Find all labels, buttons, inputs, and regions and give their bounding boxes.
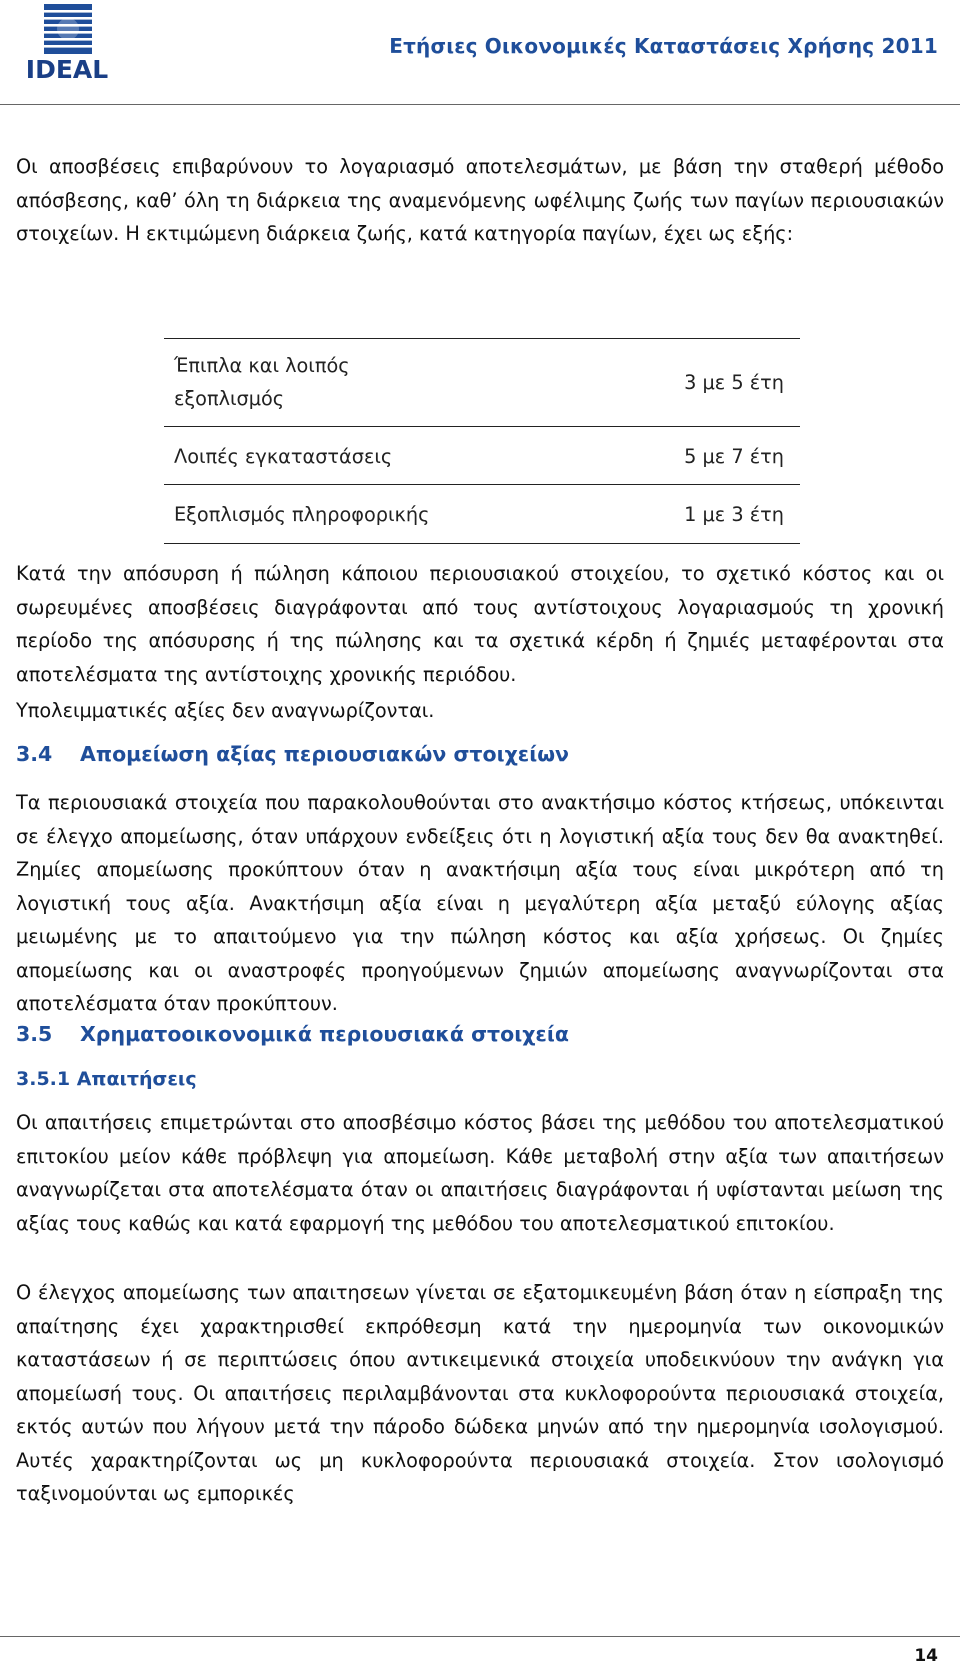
residual-value-paragraph: Υπολειμματικές αξίες δεν αναγνωρίζονται. [16,699,435,722]
section-title: Απομείωση αξίας περιουσιακών στοιχείων [80,742,569,766]
logo-text: IDEAL [25,55,109,84]
table-rule [164,338,800,339]
section-number: 3.5 [16,1022,53,1046]
table-cell-life: 1 με 3 έτη [684,503,784,526]
table-rule [164,543,800,544]
impairment-paragraph: Τα περιουσιακά στοιχεία που παρακολουθούνται στο ανακτήσιμο κόστος κτήσεως, υπόκεινται σε έλεγχο απομείωσης, όταν υπάρχουν ενδείξεις ότι η λογιστική αξία τους δεν θα ανακτηθεί. Ζημίες απομείωσης προκύπτουν όταν η ανακτήσιμη αξία τους είναι μικρότερη από τη λογιστική τους αξία. Ανακτήσιμη αξία είναι η μεγαλύτερη αξία μεταξύ εύλογης αξίας μειωμένης με το απαιτούμενο για την πώληση κόστος και αξία χρήσεως. Οι ζημίες απομείωσης και οι αναστροφές προηγούμενων ζημιών απομείωσης αναγνωρίζονται στα αποτελέσματα όταν προκύπτουν. [16,791,944,1015]
table-cell-category: Λοιπές εγκαταστάσεις [174,445,393,468]
depreciation-paragraph: Οι αποσβέσεις επιβαρύνουν το λογαριασμό αποτελεσμάτων, με βάση την σταθερή μέθοδο απόσβεσης, καθ’ όλη τη διάρκεια της αναμενόμενης ωφέλιμης ζωής των παγίων περιουσιακών στοιχείων. Η εκτιμώμενη διάρκεια ζωής, κατά κατηγορία παγίων, έχει ως εξής: [16,155,944,245]
table-rule [164,426,800,427]
table-cell-category: Έπιπλα και λοιπός εξοπλισμός [174,354,350,410]
table-cell-life: 3 με 5 έτη [684,371,784,394]
section-title: Χρηματοοικονομικά περιουσιακά στοιχεία [80,1022,569,1046]
company-logo [14,4,120,84]
receivables-paragraph-2: Ο έλεγχος απομείωσης των απαιτησεων γίνεται σε εξατομικευμένη βάση όταν η είσπραξη της απαίτησης έχει χαρακτηρισθεί εκπρόθεσμη κατά την ημερομηνία των οικονομικών καταστάσεων ή σε περιπτώσεις όπου αντικειμενικά στοιχεία υποδεικνύουν την ανάγκη για απομείωσή τους. Οι απαιτήσεις περιλαμβάνονται στα κυκλοφορούντα περιουσιακά στοιχεία, εκτός αυτών που λήγουν μετά την πάροδο δώδεκα μηνών από την ημερομηνία ισολογισμού. Αυτές χαρακτηρίζονται ως μη κυκλοφορούντα περιουσιακά στοιχεία. Στον ισολογισμό ταξινομούνται ως εμπορικές [16,1281,944,1505]
table-rule [164,484,800,485]
section-number: 3.4 [16,742,53,766]
table-cell-category: Εξοπλισμός πληροφορικής [174,503,430,526]
footer-divider [0,1636,960,1637]
header-divider [0,104,960,105]
receivables-paragraph-1: Οι απαιτήσεις επιμετρώνται στο αποσβέσιμο κόστος βάσει της μεθόδου του αποτελεσματικού επιτοκίου μείον κάθε πρόβλεψη για απομείωση. Κάθε μεταβολή στην αξία των απαιτήσεων αναγνωρίζεται στα αποτελέσματα όταν οι απαιτήσεις διαγράφονται ή υφίστανται μείωση της αξίας τους καθώς και κατά εφαρμογή της μεθόδου του αποτελεσματικού επιτοκίου. [16,1111,944,1235]
section-heading-3-4 [16,742,569,766]
subsection-heading-3-5-1: 3.5.1 Απαιτήσεις [16,1068,197,1090]
disposal-paragraph: Κατά την απόσυρση ή πώληση κάποιου περιουσιακού στοιχείου, το σχετικό κόστος και οι σωρευμένες αποσβέσεις διαγράφονται από τους αντίστοιχους λογαριασμούς τη χρονική περίοδο της απόσυρσης ή της πώλησης και τα σχετικά κέρδη ή ζημιές μεταφέρονται στα αποτελέσματα της αντίστοιχης χρονικής περιόδου. [16,562,944,686]
table-cell-life: 5 με 7 έτη [684,445,784,468]
document-header-title: Ετήσιες Οικονομικές Καταστάσεις Χρήσης 2011 [389,34,938,58]
page-number: 14 [914,1646,938,1666]
section-heading-3-5 [16,1022,569,1046]
